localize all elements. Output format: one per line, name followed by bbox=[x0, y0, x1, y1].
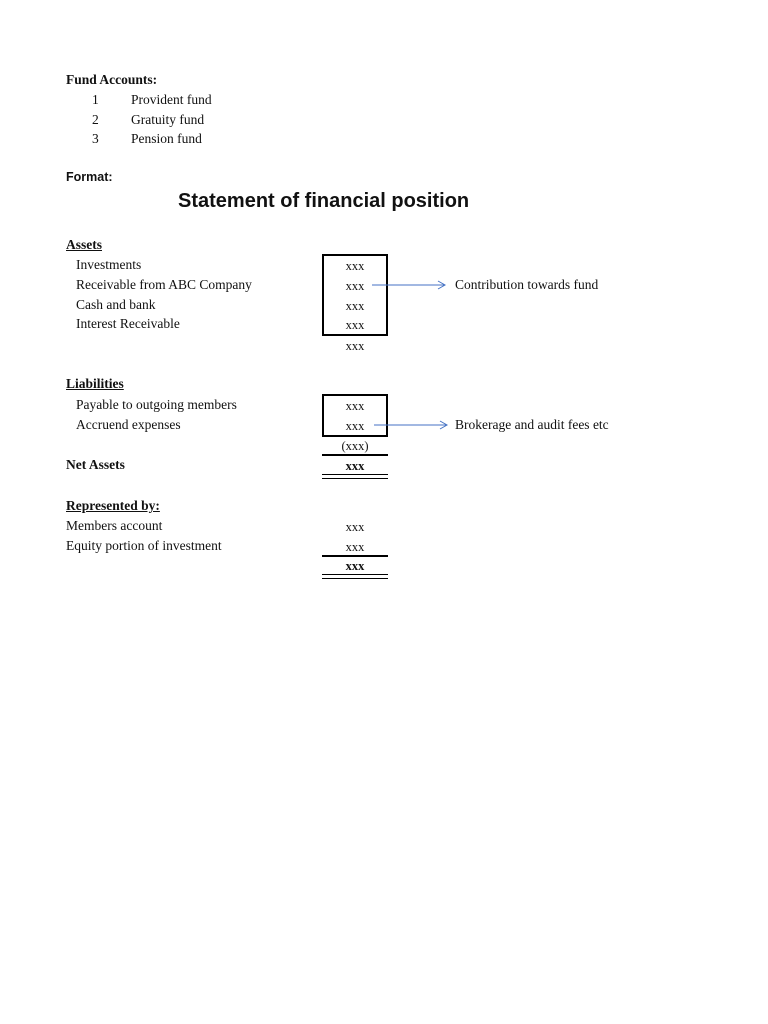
asset-label: Investments bbox=[76, 257, 142, 272]
asset-value: xxx bbox=[345, 259, 365, 273]
liability-label: Payable to outgoing members bbox=[76, 397, 237, 412]
liability-value: xxx bbox=[345, 399, 365, 413]
assets-heading: Assets bbox=[66, 237, 102, 252]
represented-value: xxx bbox=[345, 540, 365, 554]
net-assets-rule bbox=[322, 454, 388, 456]
represented-double-rule bbox=[322, 574, 388, 579]
fund-item-number: 3 bbox=[92, 131, 99, 146]
asset-label: Receivable from ABC Company bbox=[76, 277, 252, 292]
fund-item-label: Provident fund bbox=[131, 92, 212, 107]
fund-item-number: 2 bbox=[92, 112, 99, 127]
net-assets-value: xxx bbox=[345, 459, 365, 473]
represented-label: Members account bbox=[66, 518, 163, 533]
fund-item-number: 1 bbox=[92, 92, 99, 107]
asset-label: Interest Receivable bbox=[76, 316, 180, 331]
liabilities-total: (xxx) bbox=[341, 439, 369, 453]
format-label: Format: bbox=[66, 170, 113, 184]
represented-by-heading: Represented by: bbox=[66, 498, 160, 513]
brokerage-note: Brokerage and audit fees etc bbox=[455, 417, 609, 432]
asset-value: xxx bbox=[345, 299, 365, 313]
liabilities-heading: Liabilities bbox=[66, 376, 124, 391]
brokerage-arrow-icon bbox=[374, 419, 450, 431]
statement-title: Statement of financial position bbox=[178, 190, 470, 212]
assets-total: xxx bbox=[345, 339, 365, 353]
represented-total: xxx bbox=[345, 559, 365, 573]
represented-value: xxx bbox=[345, 520, 365, 534]
contribution-note: Contribution towards fund bbox=[455, 277, 599, 292]
liability-label: Accruend expenses bbox=[76, 417, 181, 432]
fund-item-label: Pension fund bbox=[131, 131, 202, 146]
net-assets-double-rule bbox=[322, 474, 388, 479]
asset-value: xxx bbox=[345, 279, 365, 293]
fund-accounts-heading: Fund Accounts: bbox=[66, 72, 158, 87]
asset-label: Cash and bank bbox=[76, 297, 156, 312]
contribution-arrow-icon bbox=[372, 279, 448, 291]
represented-label: Equity portion of investment bbox=[66, 538, 222, 553]
liability-value: xxx bbox=[345, 419, 365, 433]
fund-item-label: Gratuity fund bbox=[131, 112, 205, 127]
net-assets-label: Net Assets bbox=[66, 457, 125, 472]
asset-value: xxx bbox=[345, 318, 365, 332]
